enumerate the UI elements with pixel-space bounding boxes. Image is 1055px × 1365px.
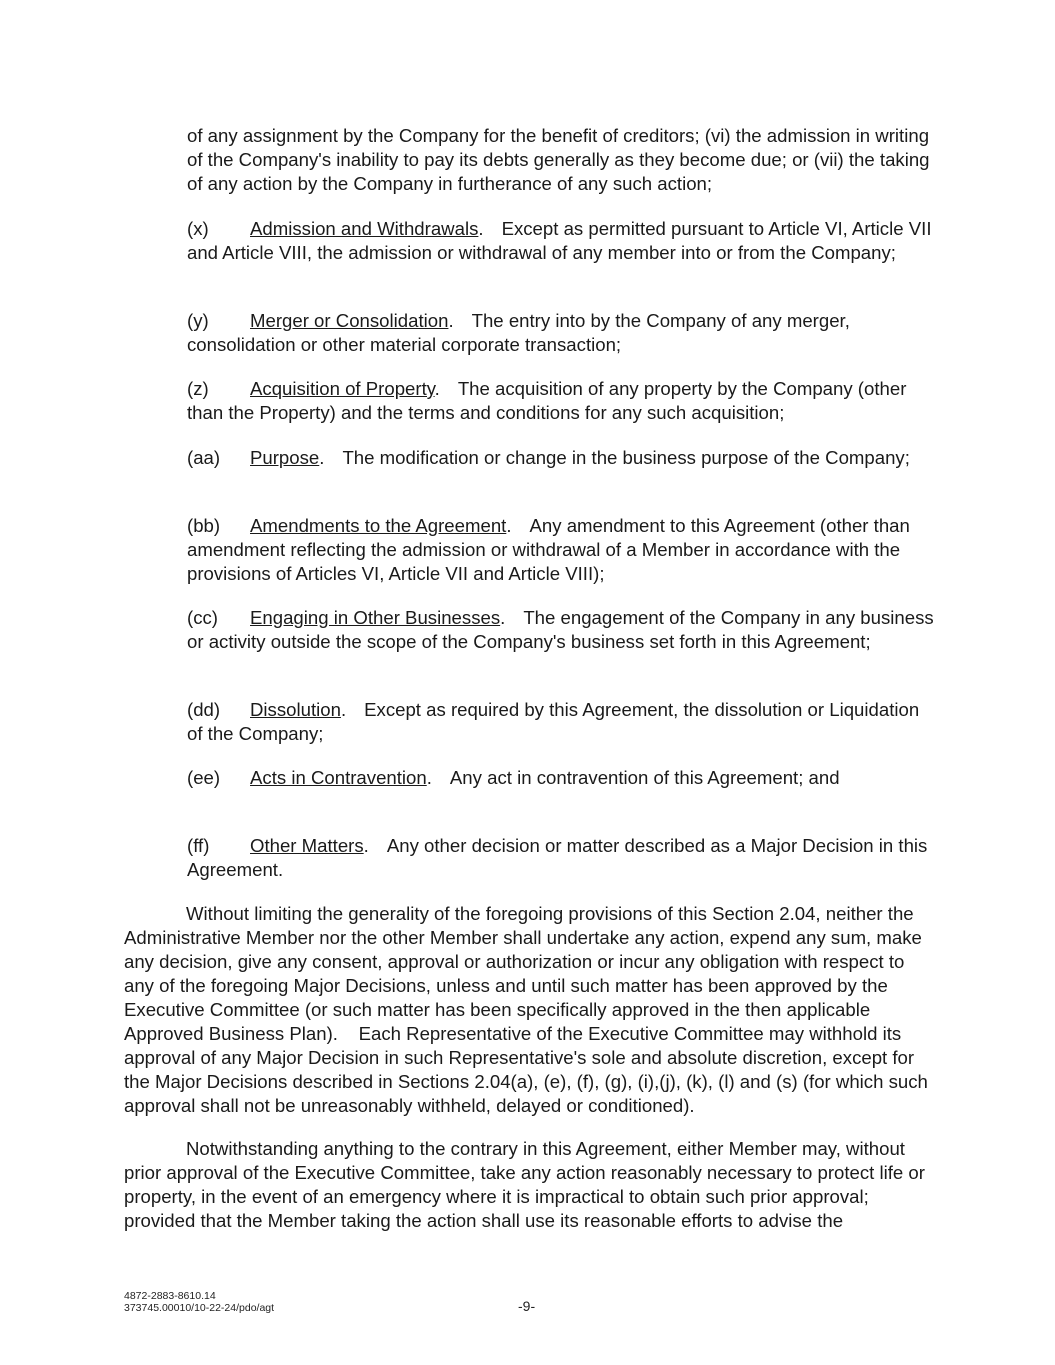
list-item: (aa) Purpose. The modification or change in the business purpose of the Company;	[187, 447, 910, 468]
footer-doc-ids	[124, 1290, 274, 1314]
footer-matter-id: 373745.00010/10-22-24/pdo/agt	[124, 1302, 275, 1314]
item-heading: Other Matters	[250, 835, 364, 856]
item-heading: Merger or Consolidation	[250, 310, 449, 331]
item-number: (ff)	[187, 835, 210, 856]
item-text: Except as permitted pursuant to Article VI, Article VII and Article VIII, the admission or withdrawal of any member into or from the Company;	[187, 218, 932, 263]
body-paragraph: Without limiting the generality of the foregoing provisions of this Section 2.04, neither the Administrative Member nor the other Member shall undertake any action, expend any sum, make any decision, give any consent, approval or authorization or incur any obligation with respect to any of the foregoing Major Decisions, unless and until such matter has been approved by the Executive Committee (or such matter has been specifically approved in the then applicable Approved Business Plan). Each Representative of the Executive Committee may withhold its approval of any Major Decision in such Representative's sole and absolute discretion, except for the Major Decisions described in Sections 2.04(a), (e), (f), (g), (i),(j), (k), (l) and (s) (for which such approval shall not be unreasonably withheld, delayed or conditioned).	[124, 903, 934, 1116]
list-item: (ff) Other Matters. Any other decision or matter described as a Major Decision in this Agreement.	[187, 835, 928, 880]
item-number: (dd)	[187, 699, 221, 720]
item-number: (y)	[187, 310, 209, 331]
list-item: (ee) Acts in Contravention. Any act in contravention of this Agreement; and	[187, 767, 840, 788]
list-item: (bb) Amendments to the Agreement. Any amendment to this Agreement (other than amendment reflecting the admission or withdrawal of a Member in accordance with the provisions of Articles VI, Article VII and Article VIII);	[187, 515, 910, 584]
item-heading: Dissolution	[250, 699, 341, 720]
item-text: Any other decision or matter described as a Major Decision in this Agreement.	[187, 835, 928, 880]
item-number: (bb)	[187, 515, 221, 536]
item-text: Any amendment to this Agreement (other than amendment reflecting the admission or withdrawal of a Member in accordance with the provisions of Articles VI, Article VII and Article VIII);	[187, 515, 910, 584]
item-text: Except as required by this Agreement, the dissolution or Liquidation of the Company;	[187, 699, 920, 744]
item-number: (ee)	[187, 767, 221, 788]
page-number: -9-	[518, 1298, 536, 1314]
list-item: (x) Admission and Withdrawals. Except as permitted pursuant to Article VI, Article VII and Article VIII, the admission or withdrawal of any member into or from the Company;	[187, 218, 932, 263]
item-number: (cc)	[187, 607, 218, 628]
list-item: (cc) Engaging in Other Businesses. The engagement of the Company in any business or activity outside the scope of the Company's business set forth in this Agreement;	[187, 607, 934, 652]
item-heading: Engaging in Other Businesses	[250, 607, 501, 628]
item-number: (aa)	[187, 447, 221, 468]
intro-paragraph: of any assignment by the Company for the benefit of creditors; (vi) the admission in writing of the Company's inability to pay its debts generally as they become due; or (vii) the taking of any action by the Company in furtherance of any such action;	[187, 125, 930, 194]
item-heading: Amendments to the Agreement	[250, 515, 507, 536]
footer-doc-id: 4872-2883-8610.14	[124, 1290, 216, 1302]
item-heading: Acts in Contravention	[250, 767, 427, 788]
item-number: (x)	[187, 218, 209, 239]
item-text: The modification or change in the business purpose of the Company;	[342, 447, 910, 468]
body-paragraph: Notwithstanding anything to the contrary in this Agreement, either Member may, without prior approval of the Executive Committee, take any action reasonably necessary to protect life or property, in the event of an emergency where it is impractical to obtain such prior approval; provided that the Member taking the action shall use its reasonable efforts to advise the	[124, 1138, 925, 1231]
item-text: The engagement of the Company in any business or activity outside the scope of the Company's business set forth in this Agreement;	[187, 607, 934, 652]
list-item: (z) Acquisition of Property. The acquisition of any property by the Company (other than the Property) and the terms and conditions for any such acquisition;	[187, 378, 907, 423]
item-text: The entry into by the Company of any merger, consolidation or other material corporate transaction;	[187, 310, 850, 355]
list-item: (dd) Dissolution. Except as required by this Agreement, the dissolution or Liquidation of the Company;	[187, 699, 920, 744]
item-number: (z)	[187, 378, 209, 399]
list-item: (y) Merger or Consolidation. The entry into by the Company of any merger, consolidation or other material corporate transaction;	[187, 310, 850, 355]
item-heading: Admission and Withdrawals	[250, 218, 479, 239]
item-heading: Acquisition of Property	[250, 378, 435, 399]
item-heading: Purpose	[250, 447, 320, 468]
item-text: The acquisition of any property by the Company (other than the Property) and the terms and conditions for any such acquisition;	[187, 378, 907, 423]
item-text: Any act in contravention of this Agreement; and	[449, 767, 840, 788]
